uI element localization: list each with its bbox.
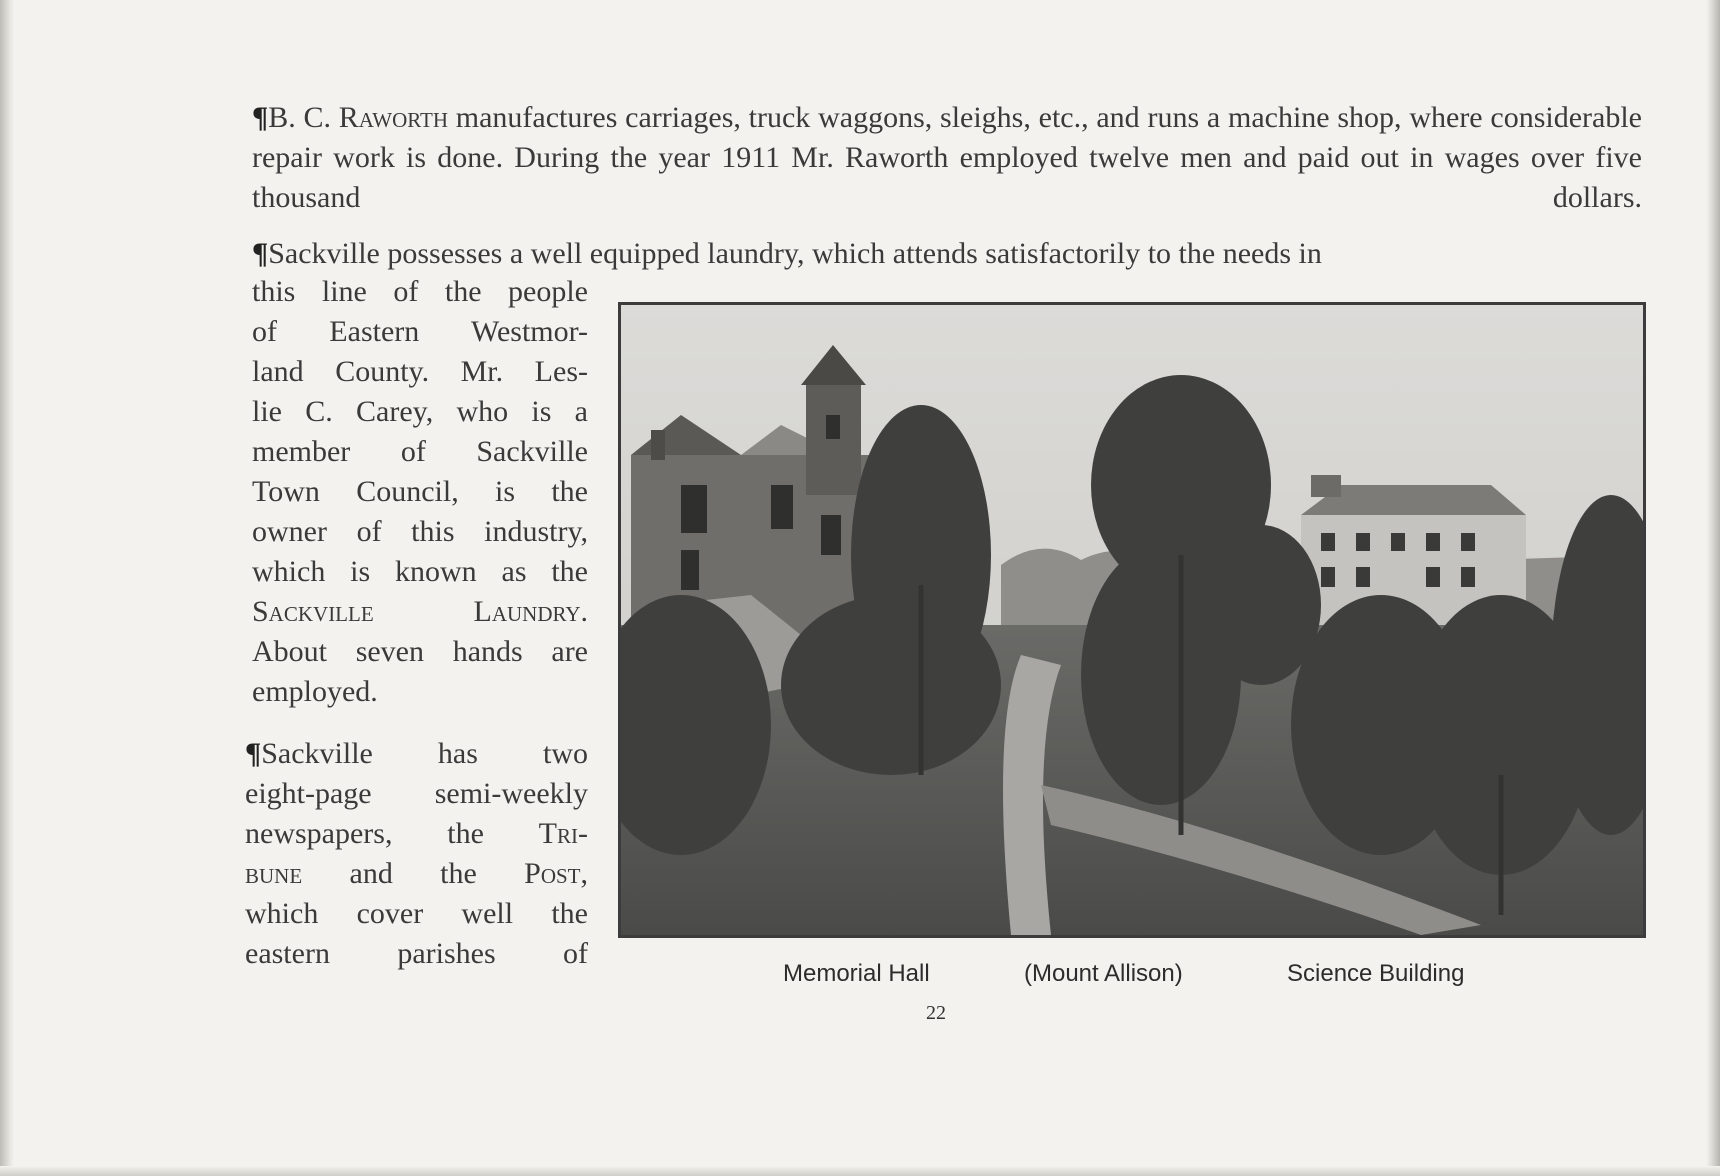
laundry-line: this line of the people xyxy=(252,275,588,308)
tribune-name-part: bune xyxy=(245,857,303,890)
caption-science-building: Science Building xyxy=(1287,960,1465,987)
paragraph-raworth xyxy=(252,98,1642,218)
paragraph-laundry-first-line xyxy=(252,234,1642,274)
post-name: Post, xyxy=(524,857,588,890)
newspapers-line xyxy=(245,814,588,854)
newspapers-line-text: and the xyxy=(302,857,525,890)
laundry-line: Town Council, is the xyxy=(252,475,588,508)
newspapers-line: which cover well the xyxy=(245,897,588,930)
newspapers-line-text: Sackville has two xyxy=(261,737,588,770)
photo-illustration xyxy=(621,305,1643,935)
campus-photograph xyxy=(618,302,1646,938)
paragraph-newspapers xyxy=(245,734,588,974)
laundry-line: About seven hands are xyxy=(252,635,588,668)
page-edge-right xyxy=(1706,0,1720,1176)
raworth-text: manufactures carriages, truck waggons, sleighs, etc., and runs a machine shop, where considerable repair work is done. During the year 1911 Mr. Raworth employed twelve men and paid out in wages over five thousand dollars. xyxy=(252,101,1642,214)
laundry-line: of Eastern Westmor- xyxy=(252,315,588,348)
laundry-line: owner of this industry, xyxy=(252,515,588,548)
newspapers-line: eight-page semi-weekly xyxy=(245,777,588,810)
paragraph-laundry-column xyxy=(252,272,588,712)
page-edge-bottom xyxy=(0,1166,1720,1176)
caption-memorial-hall: Memorial Hall xyxy=(783,960,930,987)
laundry-line: employed. xyxy=(252,675,378,708)
laundry-business-name: Sackville Laundry. xyxy=(252,595,588,628)
newspapers-line-text: newspapers, the xyxy=(245,817,539,850)
pilcrow-icon: ¶ xyxy=(245,737,262,770)
laundry-line: member of Sackville xyxy=(252,435,588,468)
newspapers-line xyxy=(245,734,588,774)
laundry-line: land County. Mr. Les- xyxy=(252,355,588,388)
tribune-name-part: Tri- xyxy=(538,817,588,850)
laundry-line: which is known as the xyxy=(252,555,588,588)
newspapers-line xyxy=(245,854,588,894)
pilcrow-icon: ¶ xyxy=(252,237,269,270)
caption-mount-allison: (Mount Allison) xyxy=(1024,960,1183,987)
laundry-first-line-text: Sackville possesses a well equipped laundry, which attends satisfactorily to the needs in xyxy=(268,237,1322,270)
page-edge-left xyxy=(0,0,14,1176)
page-number: 22 xyxy=(926,1002,946,1024)
pilcrow-icon: ¶ xyxy=(252,101,269,134)
raworth-name: B. C. Raworth xyxy=(268,101,448,134)
laundry-line: lie C. Carey, who is a xyxy=(252,395,588,428)
newspapers-line: eastern parishes of xyxy=(245,937,588,970)
